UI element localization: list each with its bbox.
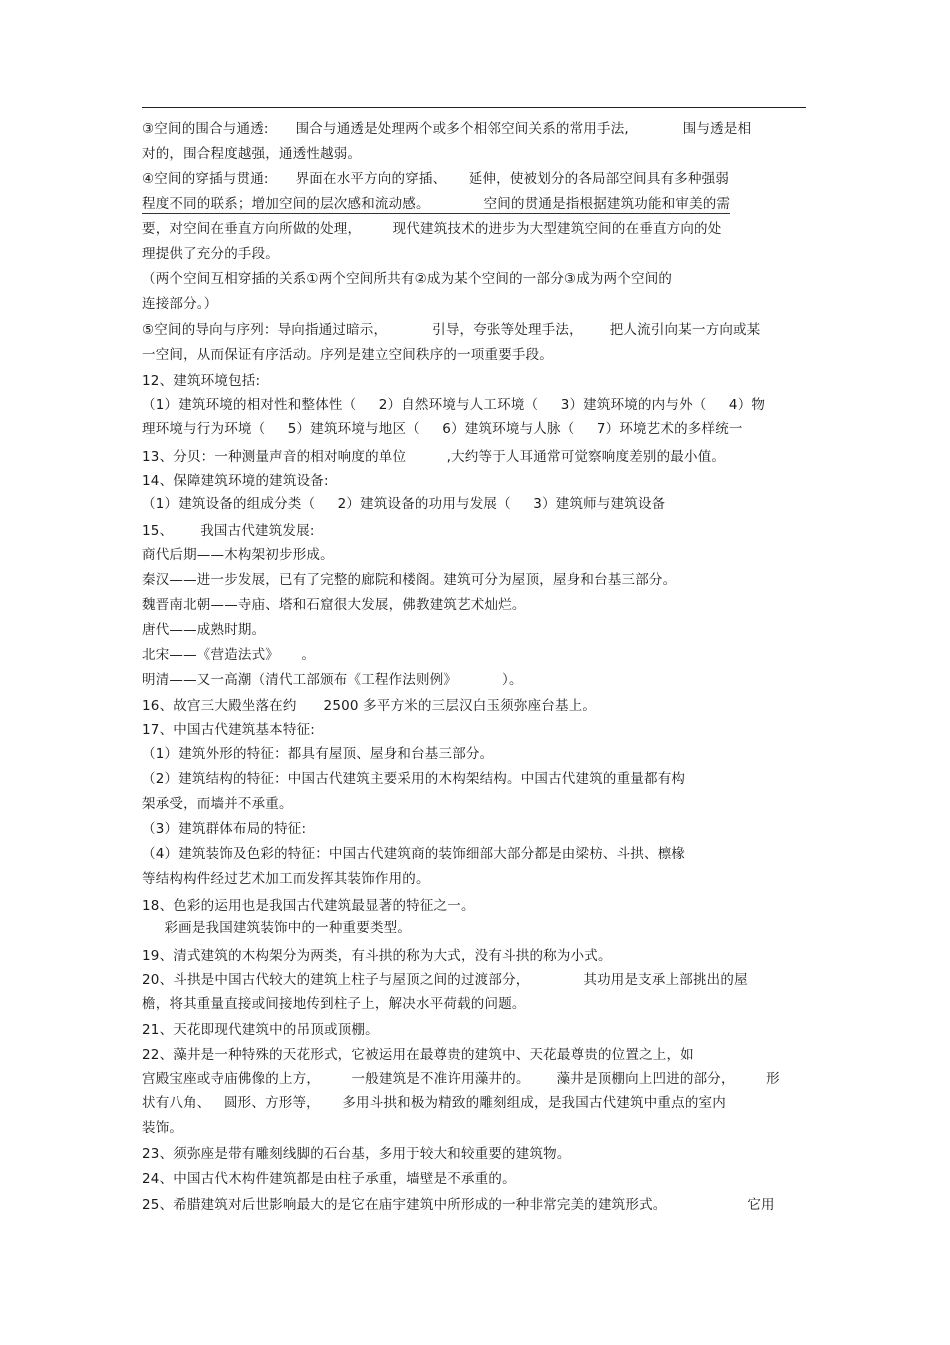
text-line: 一空间，从而保证有序活动。序列是建立空间秩序的一项重要手段。: [142, 347, 553, 363]
text-line: 21、天花即现代建筑中的吊顶或顶棚。: [142, 1022, 379, 1038]
text-line: 14、保障建筑环境的建筑设备:: [142, 473, 329, 489]
text-line: 连接部分。）: [142, 296, 218, 312]
text-line: 22、藻井是一种特殊的天花形式，它被运用在最尊贵的建筑中、天花最尊贵的位置之上，如: [142, 1047, 694, 1063]
text-line: 13、分贝：一种测量声音的相对响度的单位 ,大约等于人耳通常可觉察响度差别的最小值。: [142, 449, 726, 465]
text-line: 宫殿宝座或寺庙佛像的上方， 一般建筑是不准许用藻井的。 藻井是顶棚向上凹进的部分， 形: [142, 1071, 780, 1087]
text-line: 魏晋南北朝——寺庙、塔和石窟很大发展，佛教建筑艺术灿烂。: [142, 597, 526, 613]
text-line: （1）建筑环境的相对性和整体性（ 2）自然环境与人工环境（ 3）建筑环境的内与外（ 4）物: [142, 397, 766, 413]
text-line: 要，对空间在垂直方向所做的处理， 现代建筑技术的进步为大型建筑空间的在垂直方向的处: [142, 221, 722, 237]
header-rule: [142, 107, 806, 108]
text-line: 24、中国古代木构件建筑都是由柱子承重，墙壁是不承重的。: [142, 1171, 516, 1187]
text-line: （4）建筑装饰及色彩的特征：中国古代建筑商的装饰细部大部分都是由梁枋、斗拱、檩椽: [142, 846, 686, 862]
text-line: ④空间的穿插与贯通: 界面在水平方向的穿插、 延伸，使被划分的各局部空间具有多种强弱: [142, 171, 730, 187]
text-line: 商代后期——木构架初步形成。: [142, 547, 334, 563]
text-line: 18、色彩的运用也是我国古代建筑最显著的特征之一。: [142, 898, 475, 914]
text-line: 理环境与行为环境（ 5）建筑环境与地区（ 6）建筑环境与人脉（ 7）环境艺术的多样统一: [142, 421, 743, 437]
text-line: 等结构构件经过艺术加工而发挥其装饰作用的。: [142, 871, 430, 887]
text-line: 架承受，而墙并不承重。: [142, 796, 293, 812]
text-line: 20、斗拱是中国古代较大的建筑上柱子与屋顶之间的过渡部分， 其功用是支承上部挑出的屋: [142, 972, 748, 988]
text-line: （两个空间互相穿插的关系①两个空间所共有②成为某个空间的一部分③成为两个空间的: [142, 271, 673, 287]
text-line: 23、须弥座是带有雕刻线脚的石台基，多用于较大和较重要的建筑物。: [142, 1146, 571, 1162]
text-line: 秦汉——进一步发展，已有了完整的廊院和楼阁。建筑可分为屋顶，屋身和台基三部分。: [142, 572, 677, 588]
text-line: 12、建筑环境包括:: [142, 373, 261, 389]
text-line: （1）建筑设备的组成分类（ 2）建筑设备的功用与发展（ 3）建筑师与建筑设备: [142, 496, 666, 512]
text-line: 装饰。: [142, 1120, 184, 1136]
text-line: 16、故宫三大殿坐落在约 2500 多平方米的三层汉白玉须弥座台基上。: [142, 698, 597, 714]
text-line: 檐，将其重量直接或间接地传到柱子上，解决水平荷载的问题。: [142, 996, 526, 1012]
text-line: 19、清式建筑的木构架分为两类，有斗拱的称为大式，没有斗拱的称为小式。: [142, 948, 612, 964]
text-line: （1）建筑外形的特征：都具有屋顶、屋身和台基三部分。: [142, 746, 494, 762]
text-line: 状有八角、 圆形、方形等， 多用斗拱和极为精致的雕刻组成，是我国古代建筑中重点的室内: [142, 1095, 726, 1111]
text-line: （2）建筑结构的特征：中国古代建筑主要采用的木构架结构。中国古代建筑的重量都有构: [142, 771, 686, 787]
text-line: 彩画是我国建筑装饰中的一种重要类型。: [142, 920, 412, 936]
text-line: 17、中国古代建筑基本特征:: [142, 722, 316, 738]
text-line: （3）建筑群体布局的特征:: [142, 821, 307, 837]
text-line: 明清——又一高潮（清代工部颁布《工程作法则例》 ）。: [142, 672, 523, 688]
text-line: 北宋——《营造法式》 。: [142, 647, 316, 663]
text-line: 理提供了充分的手段。: [142, 246, 279, 262]
text-line: ⑤空间的导向与序列：导向指通过暗示， 引导，夸张等处理手法， 把人流引向某一方向或某: [142, 322, 761, 338]
text-line: 25、希腊建筑对后世影响最大的是它在庙宇建筑中所形成的一种非常完美的建筑形式。 它用: [142, 1197, 775, 1213]
text-line: 15、 我国古代建筑发展:: [142, 523, 315, 539]
text-line: 唐代——成熟时期。: [142, 622, 266, 638]
text-line: 程度不同的联系；增加空间的层次感和流动感。 空间的贯通是指根据建筑功能和审美的需: [142, 196, 731, 212]
text-line: ③空间的围合与通透: 围合与通透是处理两个或多个相邻空间关系的常用手法, 围与透是相: [142, 121, 752, 137]
text-line: 对的，围合程度越强，通透性越弱。: [142, 146, 362, 162]
